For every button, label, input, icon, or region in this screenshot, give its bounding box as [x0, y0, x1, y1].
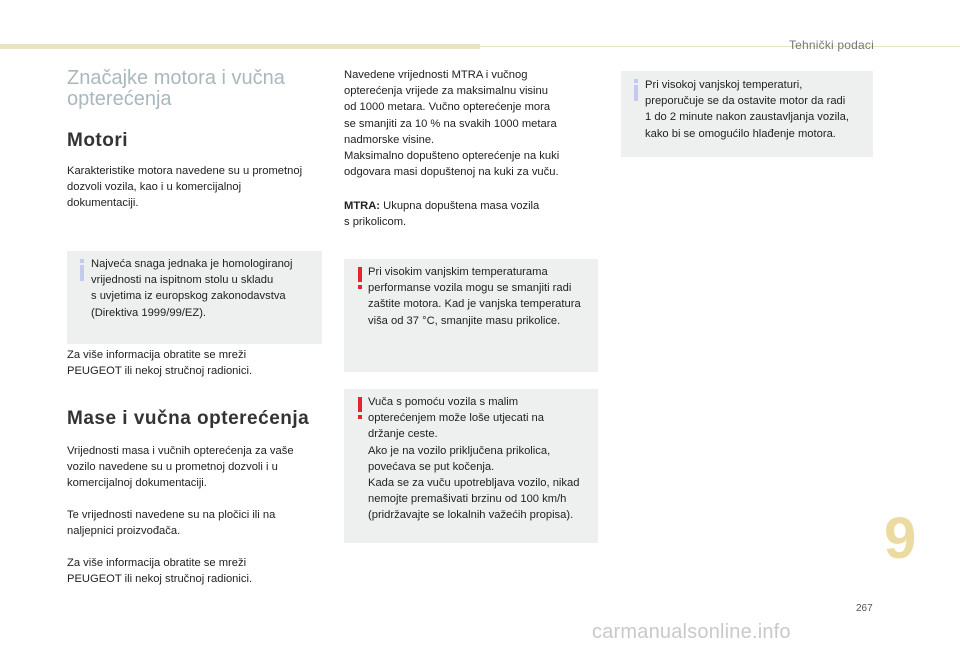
watermark: carmanualsonline.info: [592, 621, 791, 643]
text-line: držanje ceste.: [368, 428, 438, 441]
col2-paragraph-1: [344, 67, 604, 180]
text-line: vrijednosti na ispitnom stolu u skladu: [91, 274, 274, 287]
text-line: opterećenja vrijede za maksimalnu visinu: [344, 85, 548, 98]
text-line: PEUGEOT ili nekoj stručnoj radionici.: [67, 365, 253, 378]
motori-paragraph-2: [67, 347, 327, 379]
warning-icon: [353, 267, 367, 289]
text-line: vozilo navedene su u prometnoj dozvoli i u: [67, 461, 278, 474]
page-title-line2: opterećenja: [67, 88, 172, 110]
mase-paragraph-3: [67, 555, 327, 587]
text-line: Ako je na vozilo priključena prikolica,: [368, 444, 551, 457]
text-line: performanse vozila mogu se smanjiti radi: [368, 282, 572, 295]
text-line: Vrijednosti masa i vučnih opterećenja za vaše: [67, 445, 294, 457]
text-line: zaštite motora. Kad je vanjska temperatura: [368, 298, 581, 311]
warning-box-towing: [344, 389, 598, 543]
text-line: Karakteristike motora navedene su u prometnoj: [67, 165, 303, 177]
text-line: nadmorske visine.: [344, 133, 435, 146]
mase-paragraph-2: [67, 507, 327, 539]
info-box-text: [91, 256, 293, 321]
text-line: s prikolicom.: [344, 216, 407, 229]
text-line: Vuča s pomoću vozila s malim: [368, 396, 519, 408]
text-line: 1 do 2 minute nakon zaustavljanja vozila,: [645, 111, 849, 124]
text-line: Pri visokoj vanjskoj temperaturi,: [645, 79, 803, 91]
motori-paragraph-1: [67, 163, 327, 212]
mase-paragraph-1: [67, 443, 327, 492]
mtra-text: Ukupna dopuštena masa vozila: [380, 200, 540, 212]
text-line: Te vrijednosti navedene su na pločici ili na: [67, 509, 276, 521]
text-line: viša od 37 °C, smanjite masu prikolice.: [368, 314, 561, 327]
text-line: dozvoli vozila, kao i u komercijalnoj: [67, 181, 242, 194]
text-line: Maksimalno dopušteno opterećenje na kuki: [344, 150, 560, 163]
text-line: Navedene vrijednosti MTRA i vučnog: [344, 69, 528, 81]
text-line: (pridržavajte se lokalnih važećih propisa).: [368, 509, 574, 522]
top-accent-bar: [0, 44, 480, 49]
info-icon: [630, 79, 644, 101]
text-line: se smanjiti za 10 % na svakih 1000 metara: [344, 117, 557, 130]
top-accent-line: [480, 46, 960, 47]
text-line: nemojte premašivati brzinu od 100 km/h: [368, 493, 567, 506]
mtra-definition: [344, 198, 604, 230]
warning-box-text: [368, 394, 579, 524]
info-box-cooling: [621, 71, 873, 157]
section-header: Tehnički podaci: [788, 38, 874, 52]
text-line: od 1000 metara. Vučno opterećenje mora: [344, 101, 551, 114]
warning-box-temperature: [344, 259, 598, 372]
text-line: Za više informacija obratite se mreži: [67, 349, 247, 361]
chapter-number: 9: [884, 506, 917, 571]
heading-motori: Motori: [67, 130, 129, 151]
text-line: povećava se put kočenja.: [368, 460, 495, 473]
text-line: [344, 198, 604, 214]
warning-box-text: [368, 264, 581, 329]
info-box-power: [67, 251, 322, 344]
text-line: s uvjetima iz europskog zakonodavstva: [91, 290, 286, 303]
info-icon: [76, 259, 90, 281]
text-line: komercijalnoj dokumentaciji.: [67, 477, 207, 490]
text-line: dokumentaciji.: [67, 197, 139, 210]
text-line: naljepnici proizvođača.: [67, 525, 181, 538]
text-line: Pri visokim vanjskim temperaturama: [368, 266, 548, 278]
page-title-line1: Značajke motora i vučna: [67, 67, 285, 89]
heading-mase: Mase i vučna opterećenja: [67, 408, 310, 429]
text-line: odgovara masi dopuštenoj na kuki za vuču.: [344, 166, 559, 179]
text-line: Najveća snaga jednaka je homologiranoj: [91, 258, 293, 270]
page-number: 267: [856, 603, 873, 614]
text-line: kako bi se omogućilo hlađenje motora.: [645, 127, 836, 140]
text-line: PEUGEOT ili nekoj stručnoj radionici.: [67, 573, 253, 586]
text-line: preporučuje se da ostavite motor da radi: [645, 95, 846, 108]
text-line: opterećenjem može loše utjecati na: [368, 412, 544, 425]
warning-icon: [353, 397, 367, 419]
text-line: (Direktiva 1999/99/EZ).: [91, 306, 207, 319]
page-title: [67, 68, 337, 110]
text-line: Kada se za vuču upotrebljava vozilo, nikad: [368, 477, 580, 490]
text-line: Za više informacija obratite se mreži: [67, 557, 247, 569]
mtra-label: MTRA:: [344, 200, 381, 212]
info-box-text: [645, 77, 849, 142]
